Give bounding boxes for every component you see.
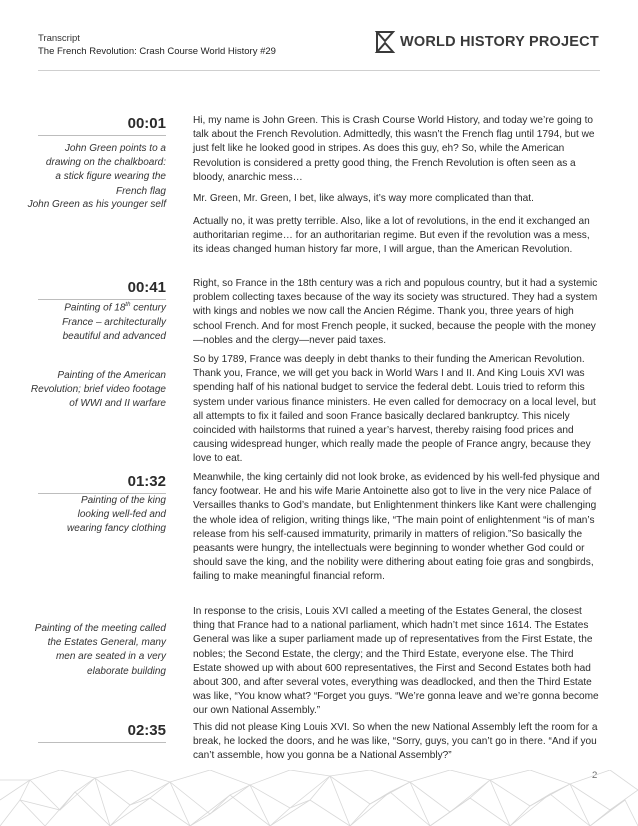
scene-note: Painting of the meeting called the Estates General, many men are seated in a very elaborate building xyxy=(34,623,166,677)
timestamp-divider xyxy=(38,742,166,743)
transcript-paragraph: Right, so France in the 18th century was a rich and populous country, but it had a systemic problem collecting taxes because of the way its society was structured. They had a system with kings and nobles we now call the Ancien Régime. Thank you, three years of high school French. And for most French people, it sucked, because the people with the money—nobles and the clergy—never paid taxes. xyxy=(193,278,598,346)
transcript-paragraph: Mr. Green, Mr. Green, I bet, like always, it’s way more complicated than that. xyxy=(193,193,534,204)
timestamp: 02:35 xyxy=(127,722,166,739)
timestamp: 00:01 xyxy=(127,115,166,132)
timestamp: 00:41 xyxy=(127,279,166,296)
transcript-paragraph: Actually no, it was pretty terrible. Also, like a lot of revolutions, in the end it exchanged an authoritarian regime… for an authoritarian regime. But even if the revolution was a mess, its ideas changed human history far more, I will argue, than the American Revolution. xyxy=(193,216,590,256)
transcript-paragraph: So by 1789, France was deeply in debt thanks to their funding the American Revolution. Thank you, France, we will get you back in World Wars I and II. And King Louis XVI was spending half of his national budget to service the federal debt. Louis tried to reform this system under various finance ministers. He even called for democracy on a local level, but all attempts to fix it failed and soon France basically declared bankruptcy. This nicely coincided with hailstorms that ruined a year’s harvest, thereby raising food prices and causing widespread hunger, which really made the people of France angry, because they love to eat. xyxy=(193,354,596,465)
scene-note: Painting of the American Revolution; brief video footage of WWI and II warfare xyxy=(30,370,166,410)
document-title: The French Revolution: Crash Course World History #29 xyxy=(38,46,276,57)
transcript-paragraph: In response to the crisis, Louis XVI called a meeting of the Estates General, the closest thing that France had to a national parliament, which hadn’t met since 1614. The Estates General was like a super parliament made up of representatives from the First Estate, the nobles; the Second Estate, the clergy; and the Third Estate, everyone else. The Third Estate showed up with about 600 representatives, the First and Second Estates both had about 300, and after several votes, everything was deadlocked, and then the Third Estate was like, “You know what? “Forget you guys. “We’re gonna leave and we’re gonna become our own National Assembly.” xyxy=(193,606,599,717)
scene-note: Painting of the king looking well-fed and wearing fancy clothing xyxy=(67,495,166,535)
logo-text: WORLD HISTORY PROJECT xyxy=(400,34,599,50)
transcript-paragraph: This did not please King Louis XVI. So when the new National Assembly left the room for a break, he locked the doors, and he was like, “Sorry, guys, you can’t go in there. “And if you can’t assemble, how you gonna be a National Assembly?” xyxy=(193,722,598,762)
footer-geometric-pattern xyxy=(0,770,638,826)
timestamp-divider xyxy=(38,135,166,136)
header-divider xyxy=(38,70,600,71)
logo-mark-icon xyxy=(374,30,396,54)
transcript-paragraph: Meanwhile, the king certainly did not look broke, as evidenced by his well-fed physique and fancy footwear. He and his wife Marie Antoinette also got to live in the very nice Palace of Versailles thanks to God’s mandate, but Enlightenment thinkers like Kant were challenging the whole idea of religion, writing things like, “The main point of enlightenment “is of man’s release from his self-caused immaturity, primarily in matters of religion.”So basically the peasants were hungry, the intellectuals were beginning to wonder whether God could or should save the king, and the nobility were dithering about eating foie gras and songbirds, failing to make meaningful financial reform. xyxy=(193,472,600,583)
world-history-project-logo xyxy=(374,30,599,54)
transcript-paragraph: Hi, my name is John Green. This is Crash Course World History, and today we’re going to talk about the French Revolution. Admittedly, this wasn’t the French flag until 1794, but we just felt like he looked good in stripes. As does this guy, eh? So, while the American Revolution is considered a pretty good thing, the French Revolution is often seen as a bloody, anarchic mess… xyxy=(193,115,595,183)
timestamp: 01:32 xyxy=(127,473,166,490)
scene-note: Painting of 18th century France – architecturally beautiful and advanced xyxy=(62,302,166,342)
transcript-label: Transcript xyxy=(38,33,80,44)
scene-note: John Green as his younger self xyxy=(27,199,166,210)
scene-note: John Green points to a drawing on the chalkboard: a stick figure wearing the French flag xyxy=(45,143,166,197)
page-number: 2 xyxy=(592,770,598,781)
